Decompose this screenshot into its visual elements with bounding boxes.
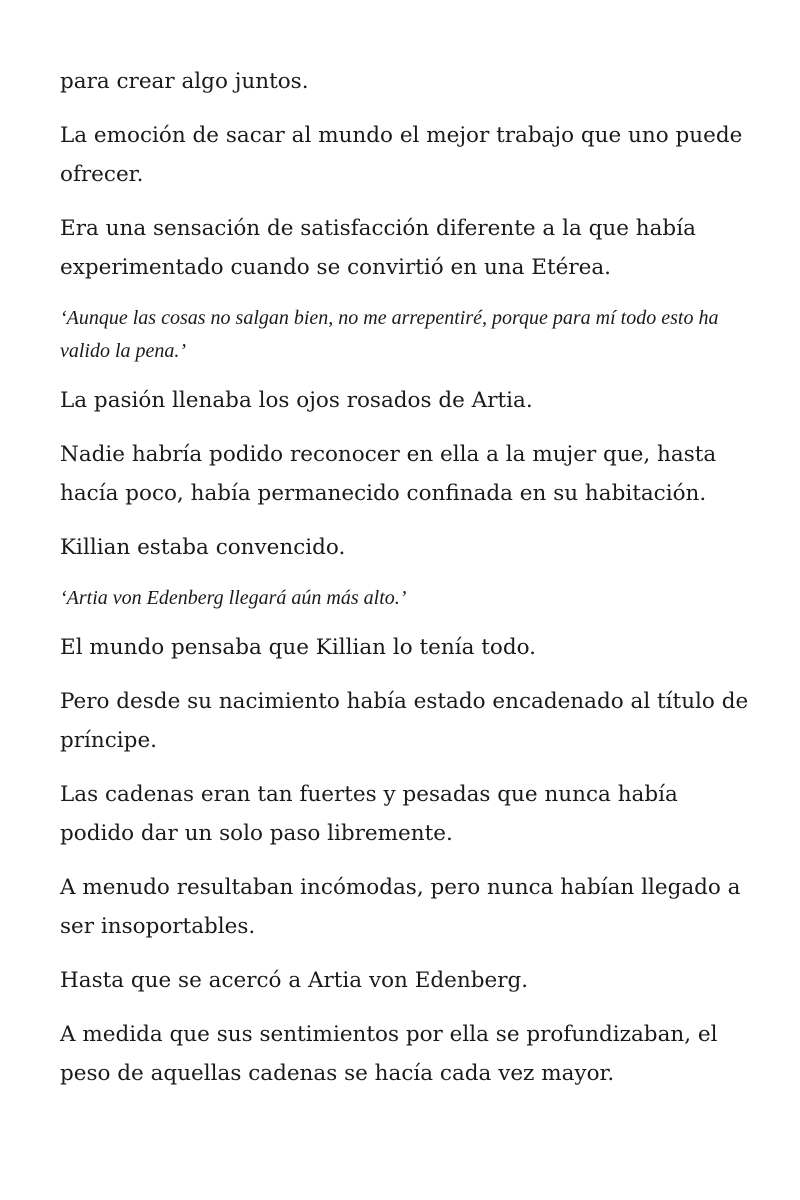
- paragraph-6: Nadie habría podido reconocer en ella a la mujer que, hasta hacía poco, había permanecido confinada en su habitación.: [60, 442, 717, 506]
- inner-thought-1: ‘Aunque las cosas no salgan bien, no me arrepentiré, porque para mí todo esto ha valido la pena.’: [60, 307, 719, 362]
- paragraph-1: para crear algo juntos.: [60, 69, 309, 94]
- book-page: [60, 62, 750, 1108]
- paragraph-10: Pero desde su nacimiento había estado encadenado al título de príncipe.: [60, 689, 749, 753]
- paragraph-3: Era una sensación de satisfacción diferente a la que había experimentado cuando se convirtió en una Etérea.: [60, 216, 696, 280]
- paragraph-13: Hasta que se acercó a Artia von Edenberg.: [60, 968, 529, 993]
- paragraph-11: Las cadenas eran tan fuertes y pesadas que nunca había podido dar un solo paso libremente.: [60, 782, 678, 846]
- paragraph-12: A menudo resultaban incómodas, pero nunca habían llegado a ser insoportables.: [60, 875, 741, 939]
- inner-thought-2: ‘Artia von Edenberg llegará aún más alto.’: [60, 587, 407, 609]
- paragraph-9: El mundo pensaba que Killian lo tenía todo.: [60, 635, 537, 660]
- paragraph-2: La emoción de sacar al mundo el mejor trabajo que uno puede ofrecer.: [60, 123, 743, 187]
- paragraph-5: La pasión llenaba los ojos rosados de Artia.: [60, 388, 533, 413]
- paragraph-14: A medida que sus sentimientos por ella se profundizaban, el peso de aquellas cadenas se hacía cada vez mayor.: [60, 1022, 718, 1086]
- paragraph-7: Killian estaba convencido.: [60, 535, 346, 560]
